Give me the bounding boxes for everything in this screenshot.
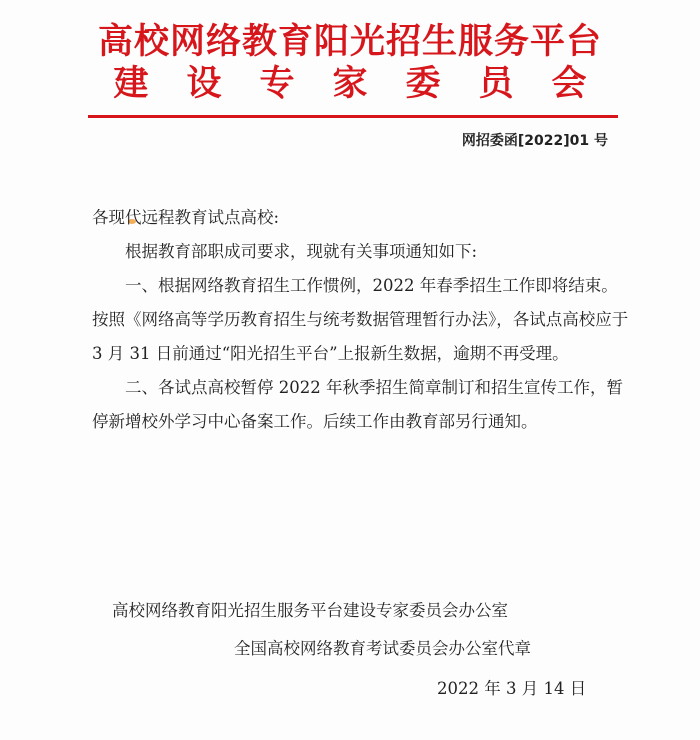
notice-body [92, 201, 632, 439]
issuer-name: 高校网络教育阳光招生服务平台建设专家委员会办公室 [112, 601, 508, 620]
header-red-rule [88, 115, 618, 118]
intro-paragraph: 根据教育部职成司要求，现就有关事项通知如下: [125, 242, 478, 261]
salutation: 各现代远程教育试点高校: [92, 208, 280, 227]
header-org-line2: 建设专家委员会 [113, 64, 625, 104]
proxy-seal-text: 全国高校网络教育考试委员会办公室代章 [234, 639, 531, 658]
item-one-paragraph: 一、根据网络教育招生工作惯例，2022 年春季招生工作即将结束。按照《网络高等学历教育招生与统考数据管理暂行办法》，各试点高校应于 3 月 31 日前通过“阳光招生平台”上报新生数据，逾期不再受理。 [92, 276, 629, 363]
document-number: 网招委函[2022]01 号 [461, 133, 608, 149]
item-two-paragraph: 二、各试点高校暂停 2022 年秋季招生简章制订和招生宣传工作，暂停新增校外学习中心备案工作。后续工作由教育部另行通知。 [92, 378, 623, 431]
issue-date: 2022 年 3 月 14 日 [437, 679, 587, 698]
header-org-line1: 高校网络教育阳光招生服务平台 [97, 22, 602, 62]
